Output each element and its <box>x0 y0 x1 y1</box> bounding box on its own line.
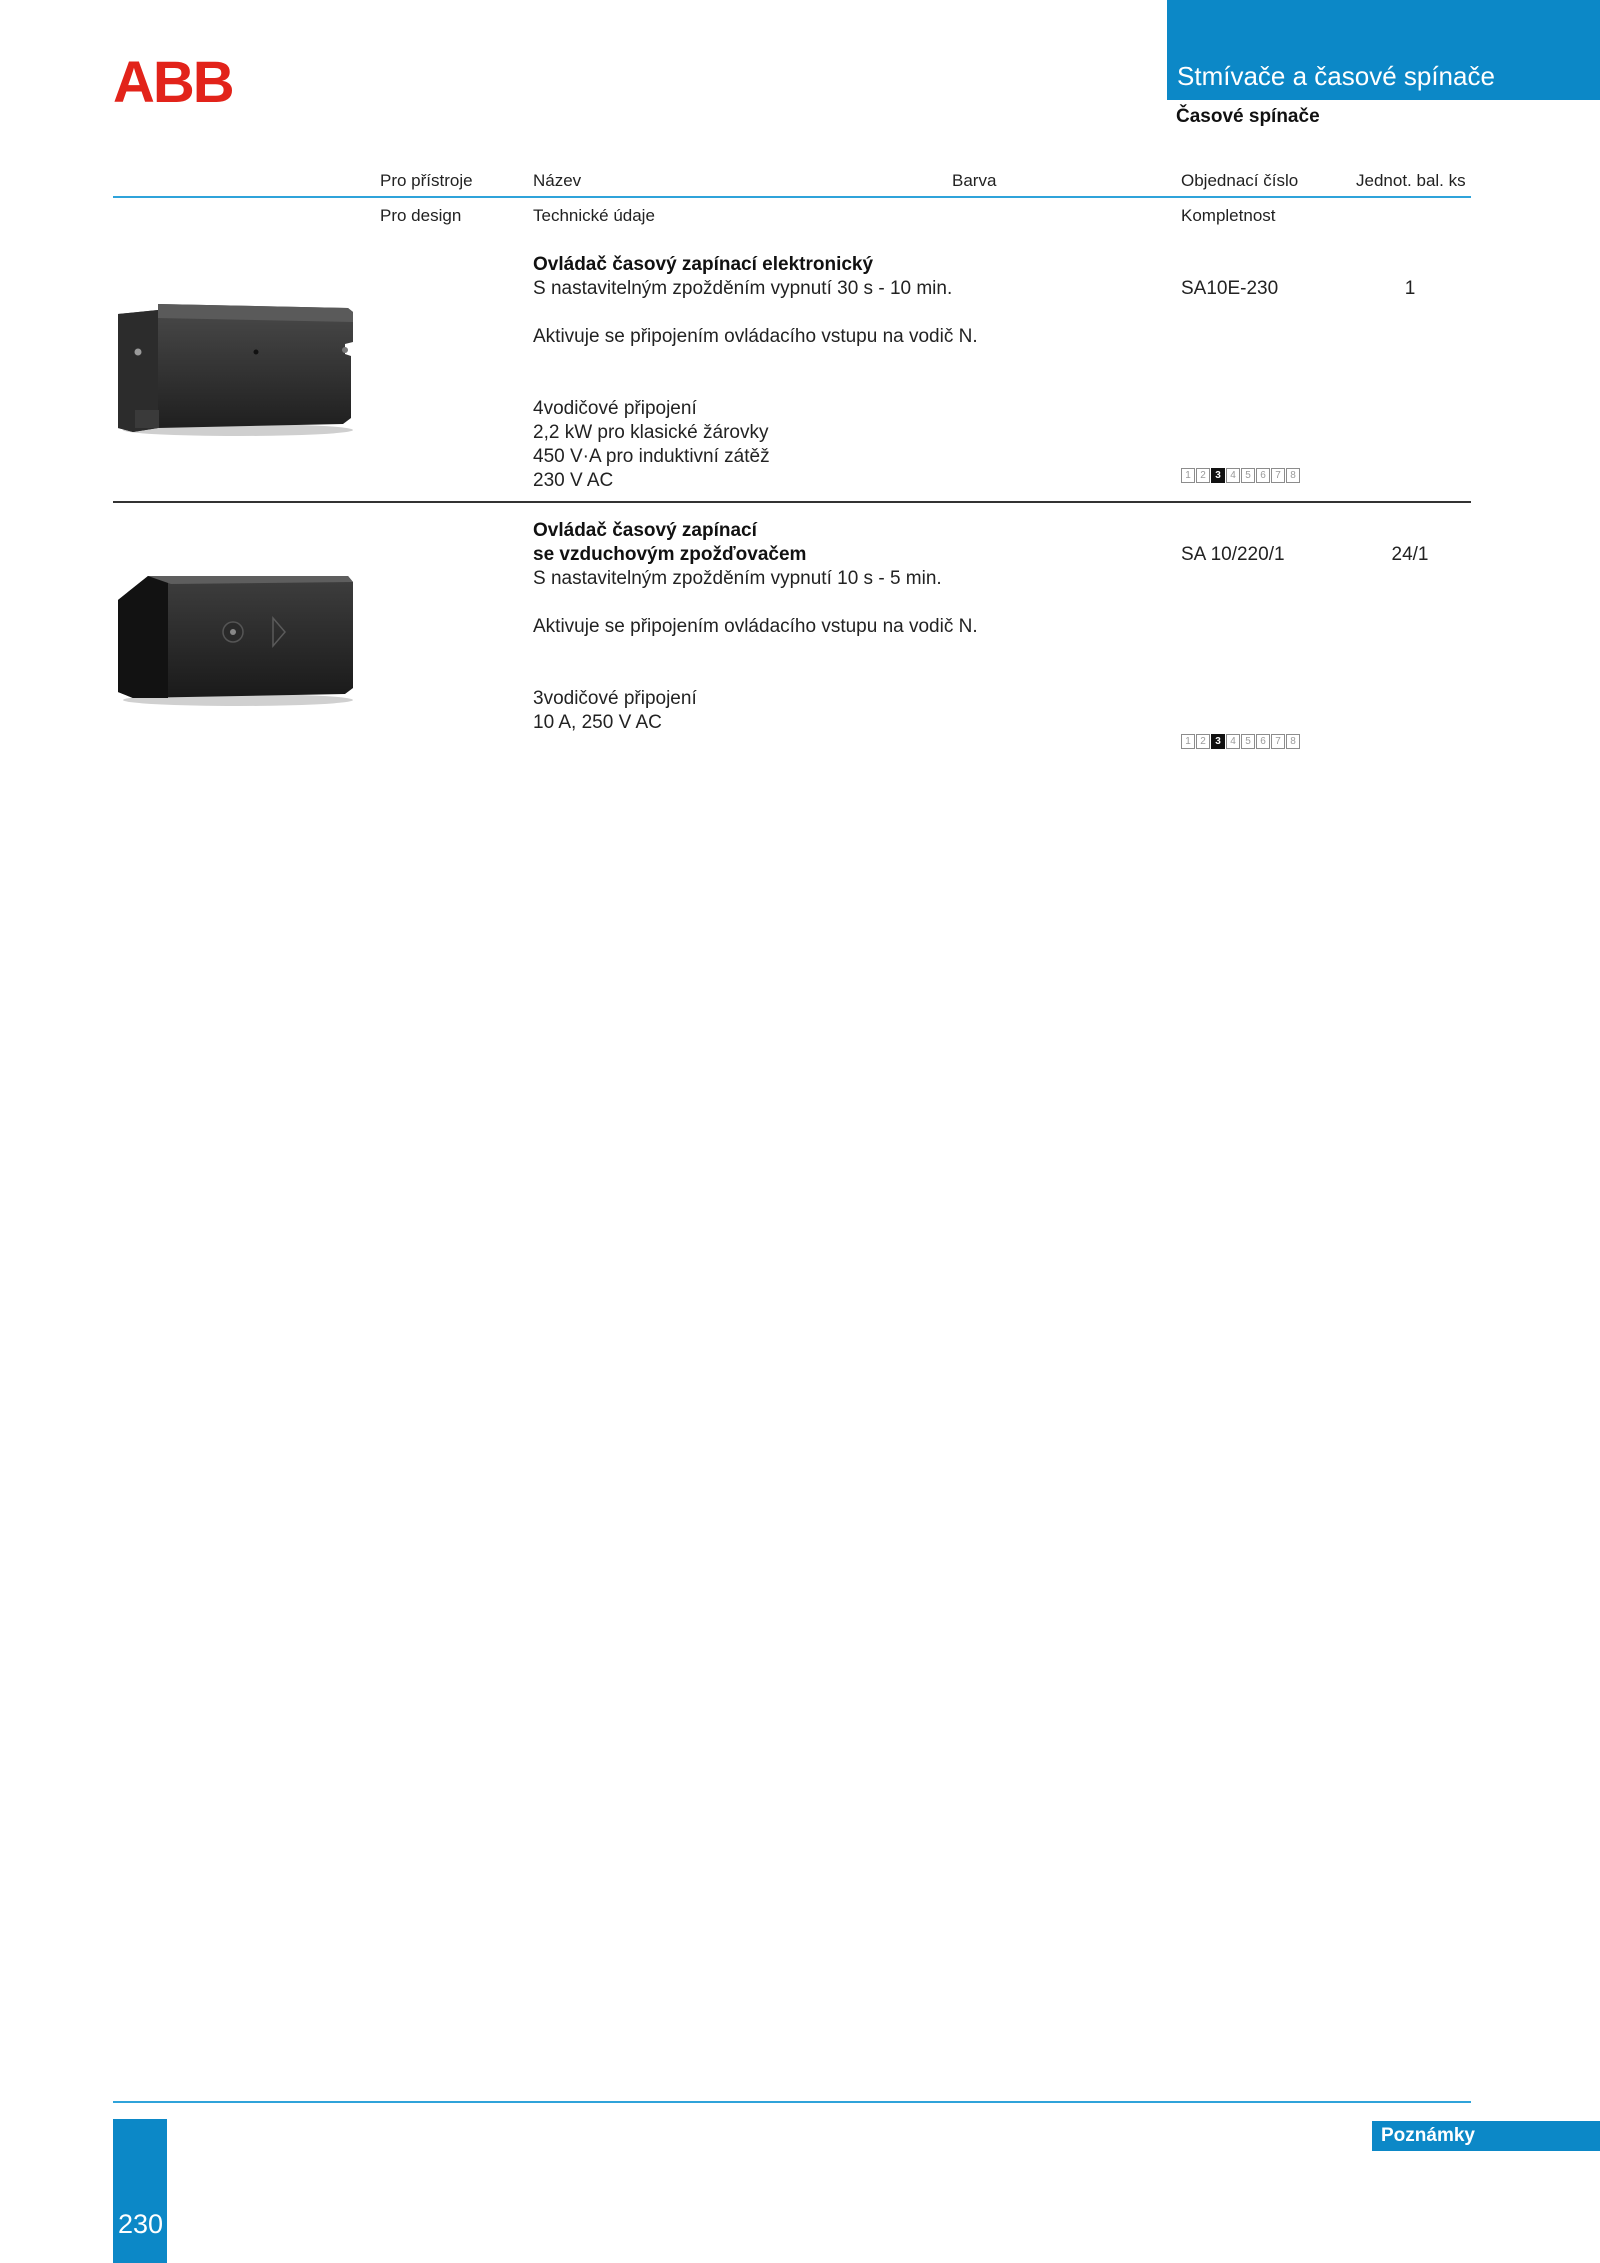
completeness-box: 7 <box>1271 468 1285 483</box>
tech-spec: 450 V·A pro induktivní zátěž <box>533 446 770 467</box>
tech-spec: 2,2 kW pro klasické žárovky <box>533 422 769 443</box>
notes-band <box>1372 2121 1600 2151</box>
product-image-sa10e <box>113 300 363 440</box>
col-header-order-number: Objednací číslo <box>1181 171 1299 190</box>
completeness-box: 1 <box>1181 734 1195 749</box>
completeness-box: 7 <box>1271 734 1285 749</box>
completeness-box: 1 <box>1181 468 1195 483</box>
tech-spec: 4vodičové připojení <box>533 398 697 419</box>
completeness-box: 6 <box>1256 468 1270 483</box>
notes-label: Poznámky <box>1381 2125 1475 2146</box>
completeness-box-active: 3 <box>1211 734 1225 749</box>
col-header-device: Pro přístroje <box>380 171 473 190</box>
product-title-line2: se vzduchovým zpožďovačem <box>533 544 807 565</box>
completeness-indicator <box>1181 734 1301 749</box>
pack-quantity: 24/1 <box>1391 544 1429 565</box>
product-description: S nastavitelným zpožděním vypnutí 10 s - 5 min. <box>533 568 942 589</box>
product-image-sa10-220 <box>113 570 363 710</box>
order-number: SA 10/220/1 <box>1181 544 1285 565</box>
tech-spec: 10 A, 250 V AC <box>533 712 662 733</box>
completeness-box: 4 <box>1226 734 1240 749</box>
completeness-box: 6 <box>1256 734 1270 749</box>
product-text-sa10e <box>533 253 1133 493</box>
product-divider <box>113 501 1471 503</box>
completeness-box: 8 <box>1286 734 1300 749</box>
product-description: S nastavitelným zpožděním vypnutí 30 s - 10 min. <box>533 278 953 299</box>
completeness-box: 2 <box>1196 734 1210 749</box>
product-title-line1: Ovládač časový zapínací <box>533 520 757 541</box>
col-header-tech-data: Technické údaje <box>533 206 655 225</box>
page-number-band <box>113 2119 167 2263</box>
page-number: 230 <box>118 2209 164 2239</box>
subsection-title: Časové spínače <box>1176 106 1320 127</box>
completeness-box: 4 <box>1226 468 1240 483</box>
completeness-box: 2 <box>1196 468 1210 483</box>
abb-logo: ABB <box>113 50 233 115</box>
product-text-sa10-220 <box>533 519 1133 735</box>
section-header-band <box>1167 0 1600 100</box>
completeness-box: 5 <box>1241 734 1255 749</box>
col-header-completeness: Kompletnost <box>1181 206 1276 225</box>
col-header-design: Pro design <box>380 206 462 225</box>
completeness-indicator <box>1181 468 1301 483</box>
footer-divider <box>113 2101 1471 2103</box>
section-title: Stmívače a časové spínače <box>1177 61 1495 91</box>
product-title: Ovládač časový zapínací elektronický <box>533 254 874 275</box>
header-divider <box>113 196 1471 198</box>
completeness-box-active: 3 <box>1211 468 1225 483</box>
col-header-pack-unit: Jednot. bal. ks <box>1356 171 1466 190</box>
completeness-box: 8 <box>1286 468 1300 483</box>
col-header-name: Název <box>533 171 582 190</box>
product-activation-note: Aktivuje se připojením ovládacího vstupu na vodič N. <box>533 616 978 637</box>
tech-spec: 230 V AC <box>533 470 614 491</box>
col-header-color: Barva <box>952 171 997 190</box>
tech-spec: 3vodičové připojení <box>533 688 697 709</box>
order-number: SA10E-230 <box>1181 278 1279 299</box>
product-activation-note: Aktivuje se připojením ovládacího vstupu na vodič N. <box>533 326 978 347</box>
pack-quantity: 1 <box>1404 278 1416 299</box>
completeness-box: 5 <box>1241 468 1255 483</box>
